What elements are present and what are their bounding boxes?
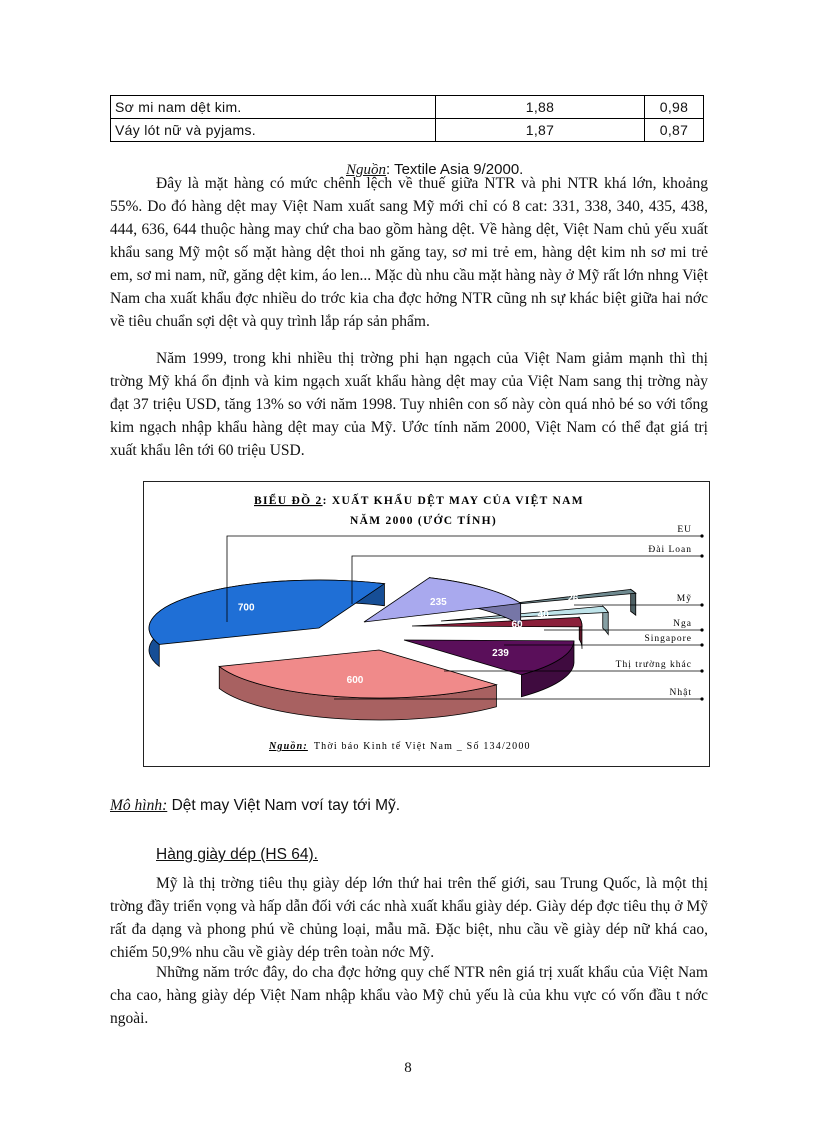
legend-marker bbox=[700, 643, 703, 646]
legend-label: Singapore bbox=[644, 634, 692, 644]
data-table bbox=[110, 95, 704, 142]
legend-label: Mỹ bbox=[676, 594, 692, 604]
legend-label: Nhật bbox=[669, 688, 692, 698]
pie-data-label: 40 bbox=[537, 609, 549, 621]
pie-data-label: 700 bbox=[237, 602, 255, 614]
paragraph-2: Năm 1999, trong khi nhiều thị trờng phi hạn ngạch của Việt Nam giảm mạnh thì thị trờng Mỹ khá ổn định và kim ngạch xuất khẩu hàng dệt may của Việt Nam sang thị trờng này đạt 37 triệu USD, tăng 13% so với năm 1998. Tuy nhiên con số này còn quá nhỏ bé so với tổng kim ngạch nhập khẩu hàng dệt may của Mỹ. Ước tính năm 2000, Việt Nam có thể đạt giá trị xuất khẩu lên tới 60 triệu USD. bbox=[110, 350, 708, 459]
pie-slice bbox=[412, 617, 582, 626]
legend-marker bbox=[700, 669, 703, 672]
table-row bbox=[111, 119, 704, 142]
table-cell-item: Váy lót nữ và pyjams. bbox=[111, 119, 436, 142]
source-text: : Textile Asia 9/2000. bbox=[386, 161, 524, 178]
legend-label: EU bbox=[677, 525, 692, 535]
table-row bbox=[111, 96, 704, 119]
legend-marker bbox=[700, 603, 703, 606]
model-caption bbox=[110, 797, 400, 815]
chart-title-line2: NĂM 2000 (ƯỚC TÍNH) bbox=[350, 515, 498, 527]
source-label: Nguồn bbox=[346, 162, 387, 178]
pie-data-label: 26 bbox=[567, 593, 579, 605]
pie-slice bbox=[149, 580, 384, 644]
pie-data-label: 60 bbox=[511, 619, 523, 631]
legend-label: Đài Loan bbox=[648, 545, 692, 555]
model-label: Mô hình: bbox=[110, 797, 168, 814]
table-cell-item: Sơ mi nam dệt kim. bbox=[111, 96, 436, 119]
chart-title-prefix: BIỂU ĐỒ 2 bbox=[254, 495, 323, 507]
table-cell-value: 1,88 bbox=[436, 96, 645, 119]
legend-marker bbox=[700, 534, 703, 537]
legend-marker bbox=[700, 554, 703, 557]
chart-title-line1: BIỂU ĐỒ 2: XUẤT KHẨU DỆT MAY CỦA VIỆT NAM bbox=[254, 492, 584, 507]
page-number: 8 bbox=[404, 1060, 412, 1076]
section-heading: Hàng giày dép (HS 64). bbox=[156, 846, 318, 863]
chart-box bbox=[143, 481, 710, 767]
paragraph-4: Những năm trớc đây, do cha đợc hởng quy chế NTR nên giá trị xuất khẩu của Việt Nam cha cao, hàng giày dép Việt Nam nhập khẩu vào Mỹ chủ yếu là của khu vực có vốn đầu t nớc ngoài. bbox=[110, 964, 708, 1027]
table-cell-value: 0,98 bbox=[645, 96, 704, 119]
pie-data-label: 235 bbox=[430, 596, 447, 608]
pie-chart bbox=[144, 482, 709, 766]
paragraph-1: Đây là mặt hàng có mức chênh lệch về thuế giữa NTR và phi NTR khá lớn, khoảng 55%. Do đó hàng dệt may Việt Nam xuất sang Mỹ mới chỉ có 8 cat: 331, 338, 340, 435, 438, 444, 636, 644 thuộc hàng may chứ cha bao gồm hàng dệt. Về hàng dệt, Việt Nam chủ yếu xuất khẩu sang Mỹ một số mặt hàng dệt thoi nh găng tay, sơ mi trẻ em, hàng dệt kim nh sơ mi trẻ em, sơ mi nam, nữ, găng dệt kim, áo len... Mặc dù nhu cầu mặt hàng này ở Mỹ rất lớn nhng Việt Nam cha xuất khẩu đợc nhiều do trớc kia cha đợc hởng NTR cũng nh sự khác biệt giữa hai nớc về tiêu chuẩn sợi dệt và quy trình lắp ráp sản phẩm. bbox=[110, 175, 708, 330]
model-text: Dệt may Việt Nam vơí tay tới Mỹ. bbox=[167, 797, 401, 814]
legend-label: Thị trường khác bbox=[615, 660, 692, 670]
chart-source: Nguồn: Thời báo Kinh tế Việt Nam _ Số 134/2000 bbox=[269, 741, 531, 752]
table-cell-value: 1,87 bbox=[436, 119, 645, 142]
pie-data-label: 239 bbox=[492, 647, 509, 659]
pie-data-label: 600 bbox=[346, 674, 364, 686]
table-cell-value: 0,87 bbox=[645, 119, 704, 142]
legend-marker bbox=[700, 628, 703, 631]
legend-marker bbox=[700, 697, 703, 700]
paragraph-3: Mỹ là thị trờng tiêu thụ giày dép lớn thứ hai trên thế giới, sau Trung Quốc, là một thị trờng đầy triển vọng và hấp dẫn đối với các nhà xuất khẩu giày dép. Giày dép đợc tiêu thụ ở Mỹ rất đa dạng và phong phú về chủng loại, mẫu mã. Đặc biệt, nhu cầu về giày dép nữ khá cao, chiếm 50,9% nhu cầu về giày dép trên toàn nớc Mỹ. bbox=[110, 875, 708, 961]
legend-label: Nga bbox=[673, 619, 692, 629]
